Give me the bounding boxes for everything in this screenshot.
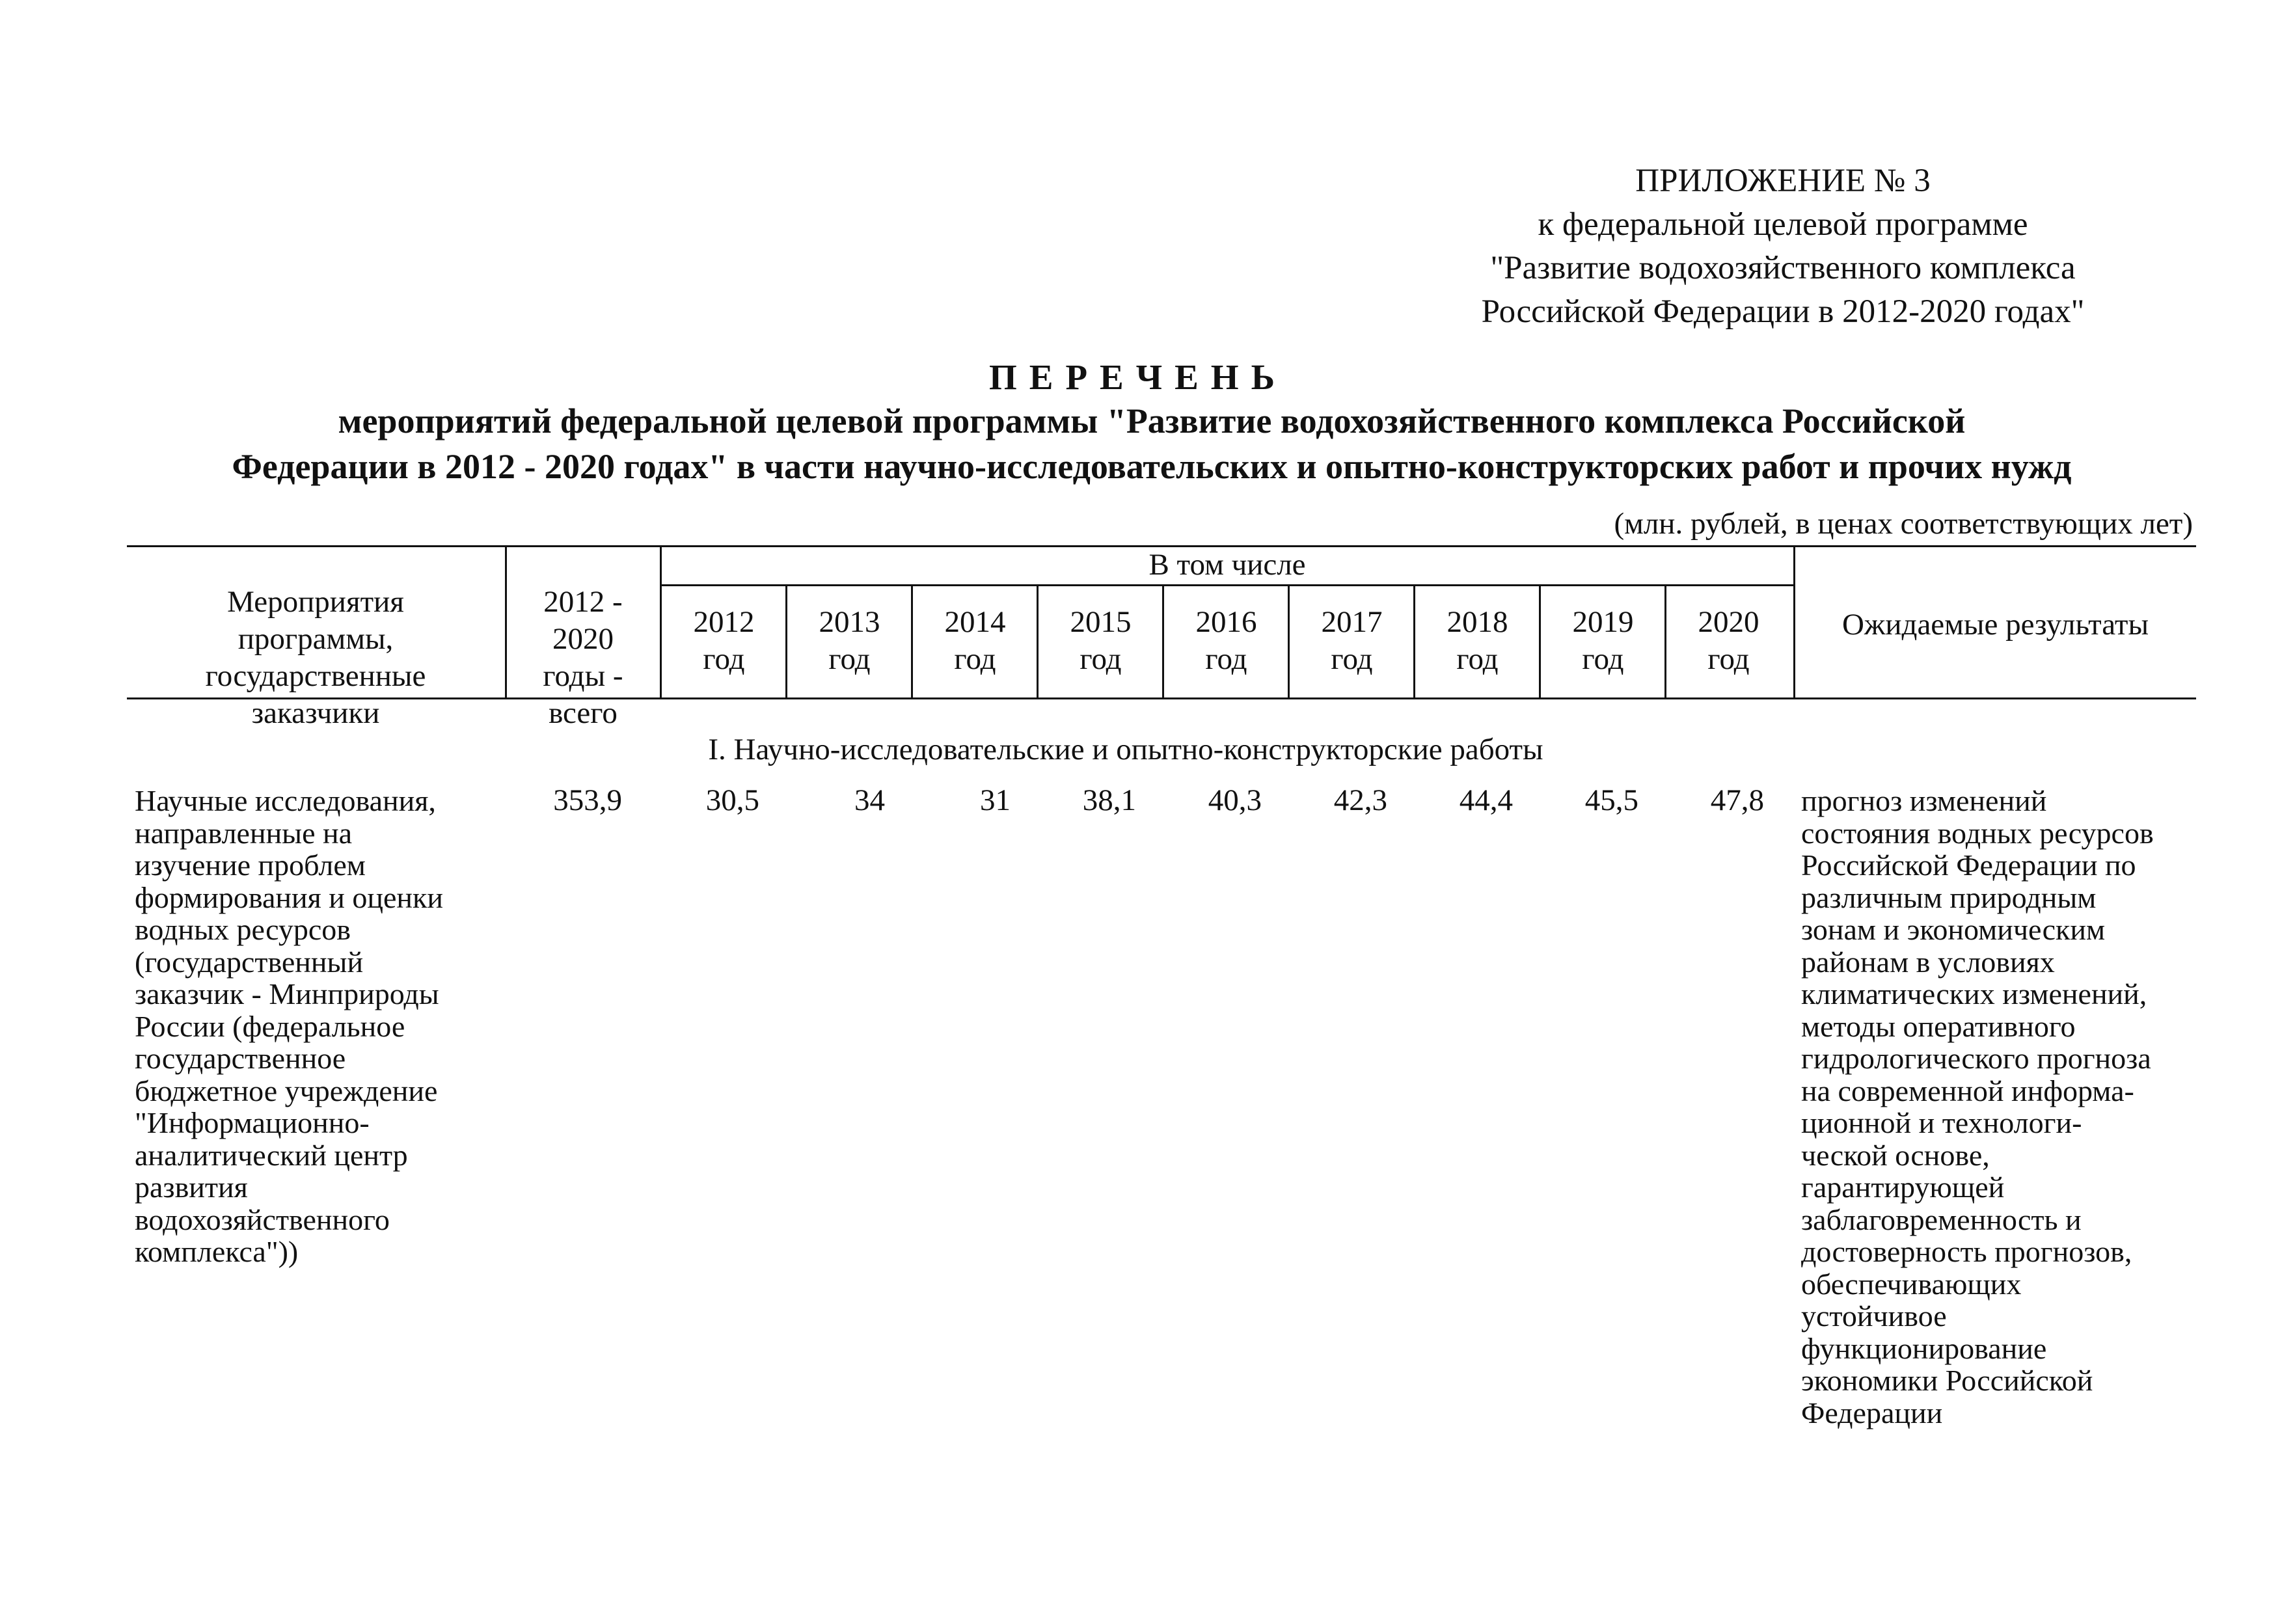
header-year-suffix: год — [1707, 642, 1750, 676]
row-value-2016: 40,3 — [1208, 783, 1262, 817]
document-title: ПЕРЕЧЕНЬ — [989, 357, 1287, 397]
section-title: I. Научно-исследовательские и опытно-конструкторские работы — [708, 733, 1543, 766]
header-year-number: 2012 — [693, 605, 755, 639]
header-year-number: 2013 — [819, 605, 880, 639]
header-year-2020 — [1666, 604, 1791, 678]
header-year-number: 2017 — [1321, 605, 1383, 639]
header-year-2017 — [1289, 604, 1415, 678]
appendix-heading — [1419, 159, 2147, 334]
header-year-number: 2016 — [1195, 605, 1257, 639]
header-year-2012 — [661, 604, 787, 678]
subtitle-line-2: Федерации в 2012 - 2020 годах" в части научно-исследовательских и опытно-конструкторских работ и прочих нужд — [232, 447, 2072, 486]
row-value-2013: 34 — [854, 783, 885, 817]
header-year-2013 — [787, 604, 912, 678]
row-value-2012: 30,5 — [705, 783, 759, 817]
header-year-2019 — [1540, 604, 1666, 678]
header-activities: Мероприятия программы, государственные заказчики — [205, 585, 426, 730]
appendix-line-federation: Российской Федерации в 2012-2020 годах" — [1481, 293, 2085, 330]
units-note: (млн. рублей, в ценах соответствующих лет) — [1614, 507, 2193, 541]
header-year-2014 — [912, 604, 1038, 678]
header-year-suffix: год — [1080, 642, 1122, 676]
years-header-rule — [661, 584, 1793, 586]
row-value-2018: 44,4 — [1459, 783, 1513, 817]
header-year-suffix: год — [954, 642, 996, 676]
header-year-suffix: год — [1456, 642, 1499, 676]
header-year-suffix: год — [703, 642, 745, 676]
row-value-2020: 47,8 — [1710, 783, 1764, 817]
header-year-number: 2019 — [1572, 605, 1634, 639]
header-year-number: 2020 — [1698, 605, 1759, 639]
appendix-line-program: к федеральной целевой программе — [1538, 206, 2028, 243]
header-total: 2012 - 2020 годы - всего — [543, 585, 623, 730]
row-result: прогноз изменений состояния водных ресурсов Российской Федерации по различным природным зонам и экономическим районам в условиях климатических изменений, методы оперативного гидрологического прогноза на современной информа- ционной и технологи- ческой основе, гарантирующей заблаговременность и достоверность прогнозов, обеспечивающих устойчивое функционирование экономики Российской Федерации — [1801, 784, 2154, 1429]
header-year-suffix: год — [1331, 642, 1373, 676]
document-subtitle — [117, 398, 2186, 489]
header-year-2016 — [1163, 604, 1289, 678]
row-value-2014: 31 — [980, 783, 1011, 817]
header-year-number: 2014 — [944, 605, 1006, 639]
row-total: 353,9 — [553, 783, 622, 817]
header-year-number: 2018 — [1447, 605, 1508, 639]
appendix-number: ПРИЛОЖЕНИЕ № 3 — [1635, 163, 1931, 199]
header-year-2018 — [1415, 604, 1540, 678]
header-year-2015 — [1038, 604, 1163, 678]
row-value-2019: 45,5 — [1584, 783, 1638, 817]
subtitle-line-1: мероприятий федеральной целевой программы "Развитие водохозяйственного комплекса Российской — [338, 401, 1966, 440]
header-results: Ожидаемые результаты — [1841, 608, 2149, 642]
header-year-suffix: год — [828, 642, 871, 676]
header-year-suffix: год — [1582, 642, 1624, 676]
row-value-2017: 42,3 — [1333, 783, 1387, 817]
header-year-number: 2015 — [1070, 605, 1132, 639]
header-year-suffix: год — [1205, 642, 1247, 676]
appendix-line-name: "Развитие водохозяйственного комплекса — [1490, 250, 2076, 286]
header-including: В том числе — [1148, 548, 1306, 582]
row-activity: Научные исследования, направленные на изучение проблем формирования и оценки водных ресурсов (государственный заказчик - Минприроды России (федеральное государственное бюджетное учреждение "Информационно- аналитический центр развития водохозяйственного комплекса")) — [135, 784, 443, 1268]
row-value-2015: 38,1 — [1082, 783, 1136, 817]
